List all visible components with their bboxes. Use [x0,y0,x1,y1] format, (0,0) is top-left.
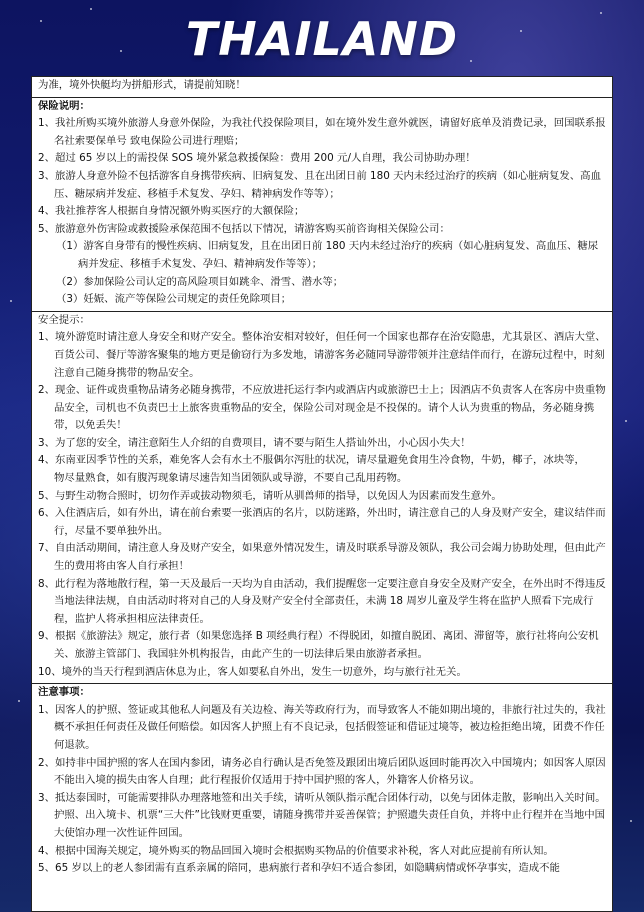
notice-item: 1、因客人的护照、签证或其他私人问题及有关边检、海关等政府行为，而导致客人不能如期出境的，非旅行社过失的，我社概不承担任何责任及做任何赔偿。如因客人护照上有不良记录，包括假签证和借证过境等，被边检拒绝出境，团费不作任何退款。 [38,703,606,751]
safety-item: 4、东南亚因季节性的关系，难免客人会有水土不服偶尔泻肚的状况，请尽量避免食用生冷食物，牛奶，椰子，冰块等， [38,454,585,467]
insurance-item: 3、旅游人身意外险不包括游客自身携带疾病、旧病复发、且在出团日前 180 天内未经过治疗的疾病（如心脏病复发、高血压、糖尿病并发症、移植手术复发、孕妇、精神病发作等等）； [38,169,601,200]
insurance-item: 4、我社推荐客人根据自身情况额外购买医疗的大额保险； [38,205,305,218]
insurance-subitem: （3）妊娠、流产等保险公司规定的责任免除项目； [56,293,292,306]
safety-item: 1、境外游览时请注意人身安全和财产安全。整体治安相对较好，但任何一个国家也都存在治安隐患，尤其景区、酒店大堂、百货公司、餐厅等游客聚集的地方更是偷窃行为多发地，请游客务必随同导游带领并注意结伴而行，在游玩过程中，时刻注意自己随身携带的物品安全。 [38,331,606,379]
insurance-item: 2、超过 65 岁以上的需投保 SOS 境外紧急救援保险：费用 200 元/人自理，我公司协助办理！ [38,152,476,165]
top-note: 为准，境外快艇均为拼船形式，请提前知晓！ [38,79,246,91]
safety-item: 5、与野生动物合照时，切勿作弄或拔动物须毛，请听从驯兽师的指导，以免因人为因素而发生意外。 [38,489,502,502]
safety-item: 7、自由活动期间，请注意人身及财产安全，如果意外情况发生，请及时联系导游及领队，我公司会竭力协助处理，但由此产生的费用将由客人自行承担！ [38,542,606,573]
notice-item: 4、根据中国海关规定，境外购买的物品回国入境时会根据购买物品的价值要求补税，客人对此应提前有所认知。 [38,844,554,857]
notice-item: 2、如持非中国护照的客人在国内参团，请务必自行确认是否免签及跟团出境后团队返回时能再次入中国境内；如因客人原因不能出入境的损失由客人自理；此行程报价仅适用于持中国护照的客人，外籍客人价格另议。 [38,756,606,787]
notice-item: 5、65 岁以上的老人参团需有直系亲属的陪同，患病旅行者和孕妇不适合参团，如隐瞒病情或怀孕事实，造成不能 [38,862,560,875]
insurance-subitem: （2）参加保险公司认定的高风险项目如跳伞、滑雪、潜水等； [56,275,344,288]
safety-section [32,312,612,684]
insurance-item: 1、我社所购买境外旅游人身意外保险，为我社代投保险项目，如在境外发生意外就医，请留好底单及消费记录，回国联系报名社索要保单号 致电保险公司进行理赔； [38,117,606,147]
notice-item: 3、抵达泰国时，可能需要排队办理落地签和出关手续，请听从领队指示配合团体行动，以免与团体走散，影响出入关时间。护照、出入境卡、机票“三大件”比钱财更重要，请随身携带并妥善保管；护照遗失责任自负，并将中止行程并在当地中国大使馆办理一次性证件回国。 [38,791,606,839]
safety-item: 3、为了您的安全，请注意陌生人介绍的自费项目，请不要与陌生人搭讪外出，小心因小失大！ [38,436,471,449]
insurance-subitem: （1）游客自身带有的慢性疾病、旧病复发，且在出团日前 180 天内未经过治疗的疾病（如心脏病复发、高血压、糖尿病并发症、移植手术复发、孕妇、精神病发作等等）； [56,240,599,270]
safety-item: 9、根据《旅游法》规定，旅行者（如果您选择 B 项经典行程）不得脱团，如擅自脱团、离团、滞留等，旅行社将向公安机关、旅游主管部门、我国驻外机构报告，由此产生的一切法律后果由旅游者承担。 [38,630,599,660]
document-body [31,76,613,912]
insurance-section [32,98,612,312]
insurance-heading: 保险说明： [38,99,90,112]
insurance-item: 5、旅游意外伤害险或救援险承保范围不包括以下情况，请游客购买前咨询相关保险公司： [38,222,450,235]
notices-section [32,684,612,880]
safety-item: 6、入住酒店后，如有外出，请在前台索要一张酒店的名片，以防迷路，外出时，请注意自己的人身及财产安全，建议结伴而行，尽量不要单独外出。 [38,507,606,537]
safety-heading: 安全提示： [38,313,90,326]
safety-item: 10、境外的当天行程到酒店休息为止，客人如要私自外出，发生一切意外，均与旅行社无关。 [38,665,467,678]
safety-item: 2、现金、证件或贵重物品请务必随身携带，不应放进托运行李内或酒店内或旅游巴士上；因酒店不负责客人在客房中贵重物品安全，司机也不负责巴士上旅客贵重物品的安全，保险公司对现金是不投保的。请个人认为贵重的物品，务必随身携带，以免丢失！ [38,384,606,432]
safety-item-continued: 物尽量熟食，如有腹泻现象请尽速告知当团领队或导游，不要自己乱用药物。 [54,472,408,485]
top-note-section [32,77,612,98]
notices-heading: 注意事项： [38,686,90,699]
page-title: THAILAND [185,12,459,66]
safety-item: 8、此行程为落地散行程，第一天及最后一天均为自由活动，我们提醒您一定要注意自身安全及财产安全，在外出时不得违反当地法律法规，自由活动时将对自己的人身及财产安全付全部责任，未满 18 周岁儿童及学生将在监护人照看下完成行程，监护人将承担相应法律责任。 [38,577,606,625]
